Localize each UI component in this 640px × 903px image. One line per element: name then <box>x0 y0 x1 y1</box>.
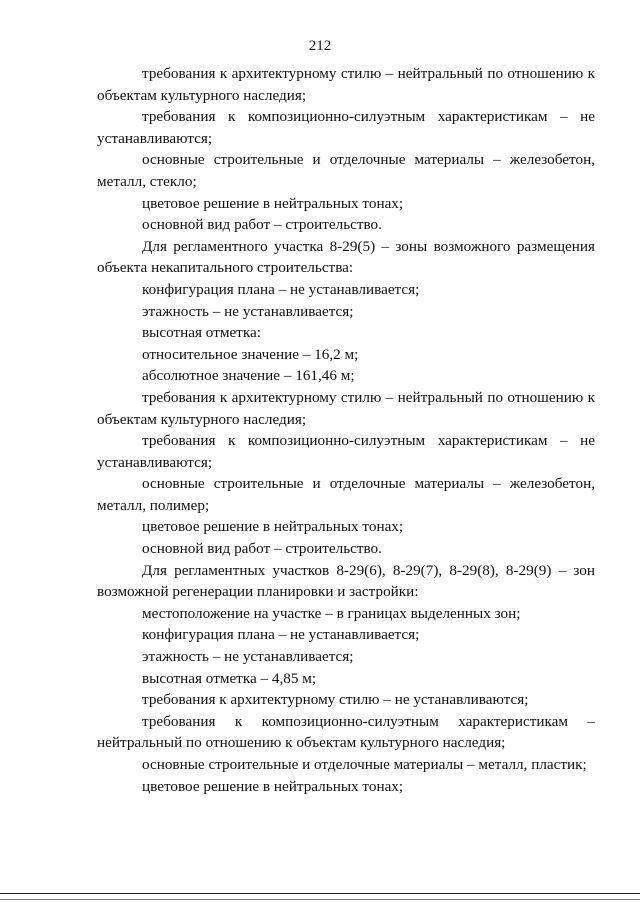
paragraph: конфигурация плана – не устанавливается; <box>142 280 420 298</box>
paragraph: основной вид работ – строительство. <box>142 540 382 558</box>
paragraph: цветовое решение в нейтральных тонах; <box>142 518 404 536</box>
paragraph: требования к архитектурному стилю – нейтральный по отношению к объектам культурного наследия; <box>97 65 595 104</box>
paragraph: цветовое решение в нейтральных тонах; <box>142 194 404 212</box>
scan-edge-line <box>0 899 640 900</box>
paragraph: основные строительные и отделочные материалы – железобетон, металл, стекло; <box>97 151 595 190</box>
scan-edge-line <box>0 893 640 894</box>
paragraph: требования к композиционно-силуэтным характеристикам – не устанавливаются; <box>97 432 595 471</box>
paragraph: Для регламентных участков 8-29(6), 8-29(7), 8-29(8), 8-29(9) – зон возможной регенерации планировки и застройки: <box>97 561 595 601</box>
paragraph: основной вид работ – строительство. <box>142 216 382 234</box>
paragraph: абсолютное значение – 161,46 м; <box>142 367 355 385</box>
paragraph: требования к композиционно-силуэтным характеристикам – не устанавливаются; <box>97 108 595 147</box>
paragraph: Для регламентного участка 8-29(5) – зоны возможного размещения объекта некапитального строительства: <box>97 237 595 277</box>
paragraph: этажность – не устанавливается; <box>142 302 354 320</box>
paragraph: цветовое решение в нейтральных тонах; <box>142 777 404 795</box>
paragraph: высотная отметка – 4,85 м; <box>142 669 317 687</box>
paragraph: требования к архитектурному стилю – нейтральный по отношению к объектам культурного наследия; <box>97 388 595 428</box>
paragraph: конфигурация плана – не устанавливается; <box>142 626 420 644</box>
document-body <box>97 63 595 797</box>
paragraph: высотная отметка: <box>142 324 261 342</box>
page-number: 212 <box>308 38 332 54</box>
paragraph: основные строительные и отделочные материалы – металл, пластик; <box>142 756 587 773</box>
paragraph: местоположение на участке – в границах выделенных зон; <box>142 604 521 622</box>
paragraph: основные строительные и отделочные материалы – железобетон, металл, полимер; <box>97 475 595 514</box>
paragraph: требования к архитектурному стилю – не устанавливаются; <box>142 691 529 709</box>
paragraph: требования к композиционно-силуэтным характеристикам – нейтральный по отношению к объектам культурного наследия; <box>97 712 595 752</box>
paragraph: этажность – не устанавливается; <box>142 648 354 666</box>
paragraph: относительное значение – 16,2 м; <box>142 345 359 363</box>
